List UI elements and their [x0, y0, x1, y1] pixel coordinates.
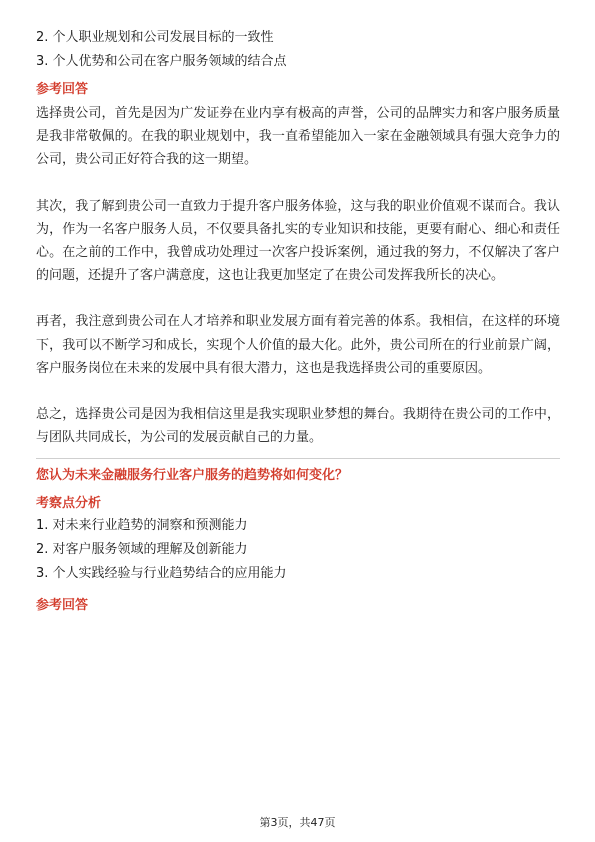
- answer-paragraph-2: 其次，我了解到贵公司一直致力于提升客户服务体验，这与我的职业价值观不谋而合。我认为，作为一名客户服务人员，不仅要具备扎实的专业知识和技能，更要有耐心、细心和责任心。在之前的工作中，我曾成功处理过一次客户投诉案例，通过我的努力，不仅解决了客户的问题，还提升了客户满意度，这也让我更加坚定了在贵公司发挥我所长的决心。: [36, 198, 560, 284]
- assessment-point-2: 2. 个人职业规划和公司发展目标的一致性: [36, 30, 274, 45]
- answer-paragraph-3: 再者，我注意到贵公司在人才培养和职业发展方面有着完善的体系。我相信，在这样的环境下，我可以不断学习和成长，实现个人价值的最大化。此外，贵公司所在的行业前景广阔，客户服务岗位在未来的发展中具有很大潜力，这也是我选择贵公司的重要原因。: [36, 314, 560, 376]
- answer-paragraph-1: 选择贵公司，首先是因为广发证券在业内享有极高的声誉，公司的品牌实力和客户服务质量是我非常敬佩的。在我的职业规划中，我一直希望能加入一家在金融领域具有强大竞争力的公司，贵公司正好符合我的这一期望。: [36, 106, 560, 168]
- section-divider: [36, 458, 560, 459]
- reference-answer-label-2: 参考回答: [36, 598, 89, 614]
- analysis-point-2: 2. 对客户服务领域的理解及创新能力: [36, 542, 248, 558]
- analysis-point-1: 1. 对未来行业趋势的洞察和预测能力: [36, 518, 248, 534]
- paragraph-spacer: [36, 172, 560, 195]
- page-content: [36, 28, 560, 618]
- reference-answer-label: 参考回答: [36, 82, 89, 97]
- assessment-point-3: 3. 个人优势和公司在客户服务领域的结合点: [36, 54, 287, 69]
- answer-paragraph-4: 总之，选择贵公司是因为我相信这里是我实现职业梦想的舞台。我期待在贵公司的工作中，与团队共同成长，为公司的发展贡献自己的力量。: [36, 407, 560, 446]
- paragraph-spacer: [36, 287, 560, 310]
- interview-question: 您认为未来金融服务行业客户服务的趋势将如何变化？: [36, 468, 349, 484]
- analysis-label: 考察点分析: [36, 496, 102, 512]
- paragraph-spacer: [36, 380, 560, 403]
- page-number: 第3页，共47页: [259, 816, 336, 829]
- analysis-point-3: 3. 个人实践经验与行业趋势结合的应用能力: [36, 566, 287, 582]
